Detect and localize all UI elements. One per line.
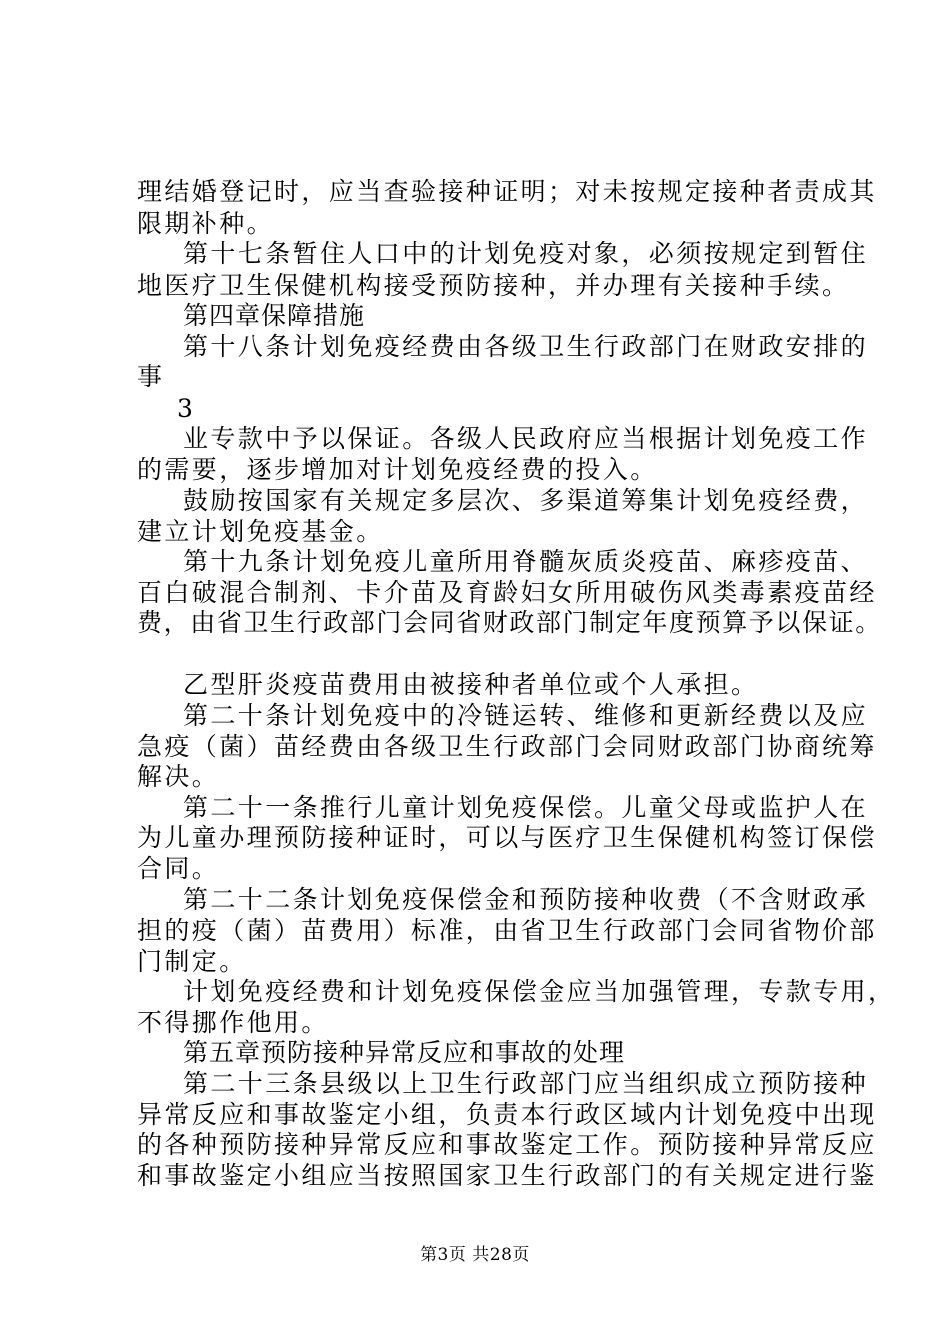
text-line: 计划免疫经费和计划免疫保偿金应当加强管理，专款专用， bbox=[183, 977, 896, 1006]
text-line: 业专款中予以保证。各级人民政府应当根据计划免疫工作 bbox=[183, 424, 869, 453]
text-line: 限期补种。 bbox=[137, 209, 275, 238]
text-line: 门制定。 bbox=[137, 947, 247, 976]
text-line: 急疫（菌）苗经费由各级卫生行政部门会同财政部门协商统筹 bbox=[137, 732, 877, 761]
text-line: 鼓励按国家有关规定多层次、多渠道筹集计划免疫经费， bbox=[183, 486, 869, 515]
text-line: 为儿童办理预防接种证时，可以与医疗卫生保健机构签订保偿 bbox=[137, 823, 877, 852]
text-line: 第二十一条推行儿童计划免疫保偿。儿童父母或监护人在 bbox=[183, 793, 869, 822]
text-line: 的需要，逐步增加对计划免疫经费的投入。 bbox=[137, 455, 658, 484]
text-line: 不得挪作他用。 bbox=[137, 1008, 329, 1037]
page-footer: 第3页 共28页 bbox=[420, 1245, 530, 1265]
text-line: 合同。 bbox=[137, 854, 220, 883]
section-heading: 第五章预防接种异常反应和事故的处理 bbox=[183, 1038, 626, 1067]
text-line: 第二十二条计划免疫保偿金和预防接种收费（不含财政承 bbox=[183, 885, 869, 914]
text-line: 担的疫（菌）苗费用）标准，由省卫生行政部门会同省物价部 bbox=[137, 916, 877, 945]
text-line: 乙型肝炎疫苗费用由被接种者单位或个人承担。 bbox=[183, 670, 759, 699]
text-line: 解决。 bbox=[137, 762, 220, 791]
text-line: 第二十条计划免疫中的冷链运转、维修和更新经费以及应 bbox=[183, 701, 869, 730]
text-line: 地医疗卫生保健机构接受预防接种，并办理有关接种手续。 bbox=[137, 271, 850, 300]
text-line: 第十九条计划免疫儿童所用脊髓灰质炎疫苗、麻疹疫苗、 bbox=[183, 547, 869, 576]
text-line: 百白破混合制剂、卡介苗及育龄妇女所用破伤风类毒素疫苗经 bbox=[137, 578, 877, 607]
text-line: 异常反应和事故鉴定小组，负责本行政区域内计划免疫中出现 bbox=[137, 1100, 877, 1129]
text-line: 第十八条计划免疫经费由各级卫生行政部门在财政安排的 bbox=[183, 332, 869, 361]
text-line: 费，由省卫生行政部门会同省财政部门制定年度预算予以保证。 bbox=[137, 608, 882, 637]
text-line: 建立计划免疫基金。 bbox=[137, 517, 384, 546]
page-marker: 3 bbox=[177, 394, 196, 423]
text-line: 第十七条暂住人口中的计划免疫对象，必须按规定到暂住 bbox=[183, 239, 869, 268]
text-line: 第二十三条县级以上卫生行政部门应当组织成立预防接种 bbox=[183, 1069, 869, 1098]
text-line: 和事故鉴定小组应当按照国家卫生行政部门的有关规定进行鉴 bbox=[137, 1161, 877, 1190]
text-line: 事 bbox=[137, 362, 165, 391]
text-line: 的各种预防接种异常反应和事故鉴定工作。预防接种异常反应 bbox=[137, 1130, 877, 1159]
text-line: 理结婚登记时，应当查验接种证明；对未按规定接种者责成其 bbox=[137, 177, 877, 206]
section-heading: 第四章保障措施 bbox=[183, 301, 366, 330]
